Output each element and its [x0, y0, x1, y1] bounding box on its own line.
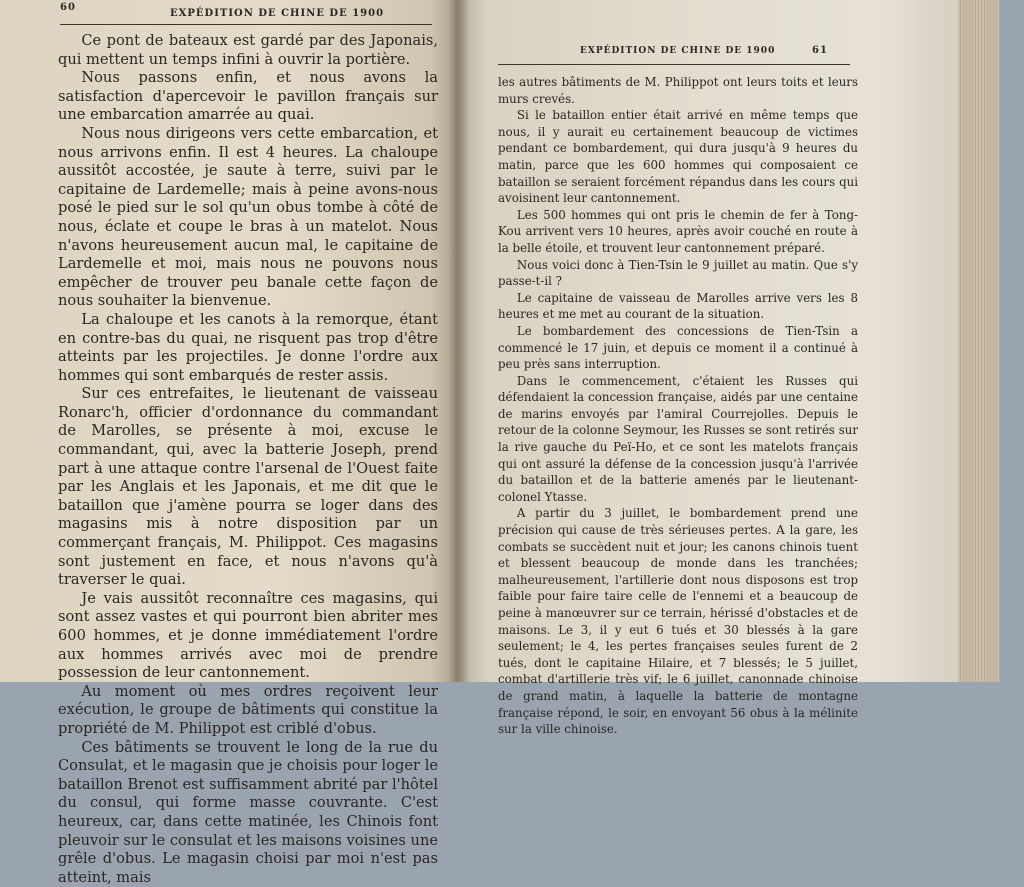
left-page-number: 60 — [60, 2, 76, 13]
page-edges — [958, 0, 1000, 682]
right-body-text — [498, 74, 858, 738]
paragraph: Ce pont de bateaux est gardé par des Japonais, qui mettent un temps infini à ouvrir la portière. — [58, 32, 438, 68]
paragraph: A partir du 3 juillet, le bombardement prend une précision qui cause de très sérieuses pertes. A la gare, les combats se succèdent nuit et jour; les canons chinois tuent et blessent beaucoup de monde dans les tranchées; malheureusement, l'artillerie dont nous disposons est trop faible pour faire taire celle de l'ennemi et a beaucoup de peine à manœuvrer sur ce terrain, hérissé d'obstacles et de maisons. Le 3, il y eut 6 tués et 30 blessés à la gare seulement; le 4, les pertes françaises seules furent de 2 tués, dont le capitaine Hilaire, et 7 blessés; le 5 juillet, combat d'artillerie très vif; le 6 juillet, canonnade chinoise de grand matin, à laquelle la batterie de montagne française répond, le soir, en envoyant 56 obus à la mélinite sur la ville chinoise. — [498, 506, 858, 737]
paragraph: Sur ces entrefaites, le lieutenant de vaisseau Ronarc'h, officier d'ordonnance du commandant de Marolles, se présente à moi, excuse le commandant, qui, avec la batterie Joseph, prend part à une attaque contre l'arsenal de l'Ouest faite par les Anglais et les Japonais, et me dit que le bataillon que j'amène pourra se loger dans des magasins mis à notre disposition par un commerçant français, M. Philippot. Ces magasins sont justement en face, et nous n'avons qu'à traverser le quai. — [58, 385, 438, 589]
paragraph: Je vais aussitôt reconnaître ces magasins, qui sont assez vastes et qui pourront bien abriter mes 600 hommes, et je donne immédiatement l'ordre aux hommes arrivés avec moi de prendre possession de leur cantonnement. — [58, 589, 438, 682]
left-body-text — [58, 32, 438, 887]
left-page — [0, 0, 458, 886]
book-spine-shadow — [448, 0, 470, 682]
left-running-head: EXPÉDITION DE CHINE DE 1900 — [170, 8, 385, 19]
right-page-number: 61 — [812, 45, 828, 56]
paragraph: Si le bataillon entier était arrivé en même temps que nous, il y aurait eu certainement beaucoup de victimes pendant ce bombardement, qui dura jusqu'à 9 heures du matin, parce que les 600 hommes qui composaient ce bataillon se seraient forcément répandus dans les cours qui avoisinent leur cantonnement. — [498, 108, 858, 206]
paragraph: Les 500 hommes qui ont pris le chemin de fer à Tong-Kou arrivent vers 10 heures, après avoir couché en route à la belle étoile, et trouvent leur cantonnement préparé. — [498, 207, 858, 255]
paragraph: Nous nous dirigeons vers cette embarcation, et nous arrivons enfin. Il est 4 heures. La chaloupe aussitôt accostée, je saute à terre, suivi par le capitaine de Lardemelle; mais à peine avons-nous posé le pied sur le sol qu'un obus tombe à côté de nous, éclate et coupe le bras à un matelot. Nous n'avons heureusement aucun mal, le capitaine de Lardemelle et moi, mais nous ne pouvons nous empêcher de trouver peu banale cette façon de nous souhaiter la bienvenue. — [58, 124, 438, 310]
paragraph: Dans le commencement, c'étaient les Russes qui défendaient la concession française, aidés par une centaine de marins envoyés par l'amiral Courrejolles. Depuis le retour de la colonne Seymour, les Russes se sont retirés sur la rive gauche du Peï-Ho, et ce sont les matelots français qui ont assuré la défense de la concession jusqu'à l'arrivée du bataillon et de la batterie amenés par le lieutenant-colonel Ytasse. — [498, 373, 858, 504]
paragraph: La chaloupe et les canots à la remorque, étant en contre-bas du quai, ne risquent pas trop d'être atteints par les projectiles. Je donne l'ordre aux hommes qui sont embarqués de rester assis. — [58, 310, 438, 384]
right-page — [458, 0, 958, 737]
paragraph: Ces bâtiments se trouvent le long de la rue du Consulat, et le magasin que je choisis pour loger le bataillon Brenot est suffisamment abrité par l'hôtel du consul, qui forme masse couvrante. C'est heureux, car, dans cette matinée, les Chinois font pleuvoir sur le consulat et les maisons voisines une grêle d'obus. Le magasin choisi par moi n'est pas atteint, mais — [58, 738, 438, 886]
paragraph: Le capitaine de vaisseau de Marolles arrive vers les 8 heures et me met au courant de la situation. — [498, 290, 858, 322]
paragraph: Nous passons enfin, et nous avons la satisfaction d'apercevoir le pavillon français sur une embarcation amarrée au quai. — [58, 69, 438, 124]
paragraph: Le bombardement des concessions de Tien-Tsin a commencé le 17 juin, et depuis ce moment il a continué à peu près sans interruption. — [498, 323, 858, 372]
paragraph: les autres bâtiments de M. Philippot ont leurs toits et leurs murs crevés. — [498, 75, 858, 106]
right-running-head: EXPÉDITION DE CHINE DE 1900 — [580, 46, 776, 56]
paragraph: Nous voici donc à Tien-Tsin le 9 juillet au matin. Que s'y passe-t-il ? — [498, 257, 858, 289]
paragraph: Au moment où mes ordres reçoivent leur exécution, le groupe de bâtiments qui constitue la propriété de M. Philippot est criblé d'obus. — [58, 682, 438, 737]
right-header-rule — [498, 64, 850, 65]
left-header-rule — [60, 24, 432, 25]
